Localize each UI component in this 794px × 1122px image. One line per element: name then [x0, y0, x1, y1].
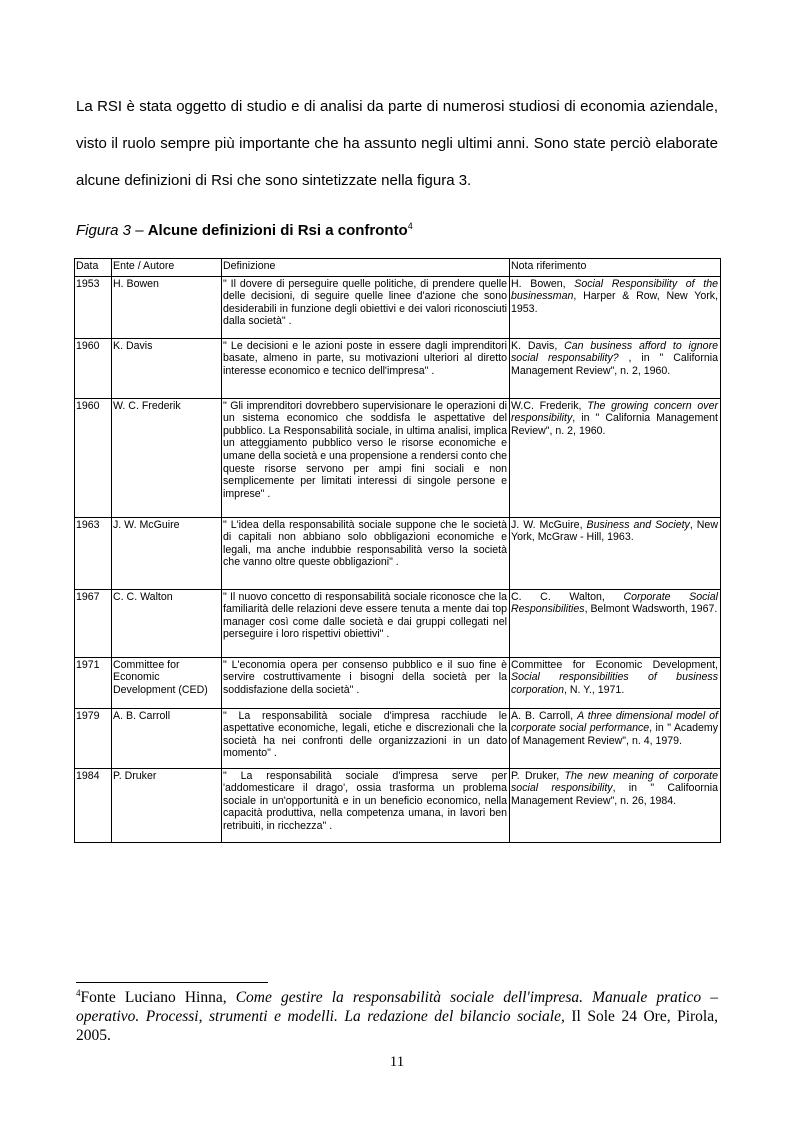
- footnote-book-title: Come gestire la responsabilità sociale dell'impresa. Manuale pratico – operativo. Processi, strumenti e modelli. La redazione del bilancio sociale,: [76, 989, 718, 1025]
- footnote-publisher: Il Sole 24 Ore, Pirola, 2005.: [76, 1008, 718, 1044]
- figure-label: Figura 3: [76, 222, 132, 239]
- row-author: P. Druker: [112, 768, 222, 842]
- footnote: [76, 988, 718, 1045]
- row-year: 1960: [75, 338, 112, 398]
- table-row: [75, 657, 721, 708]
- row-year: 1979: [75, 708, 112, 768]
- footnote-number: 4: [76, 987, 81, 998]
- footnote-source: Fonte Luciano Hinna,: [80, 989, 236, 1006]
- table-row: [75, 276, 721, 338]
- row-reference: P. Druker, The new meaning of corporate social responsibility, in " Califoornia Management Review", n. 26, 1984.: [510, 768, 721, 842]
- row-definition: " Gli imprenditori dovrebbero supervisionare le operazioni di un sistema economico che soddisfa le aspettative del pubblico. La Responsabilità sociale, in ultima analisi, implica un atteggiamento pubblico verso le risorse economiche e umane della società e una propensione a rendersi conto che queste risorse servono per ampi fini sociali e non semplicemente per limitati interessi di singole persone e imprese" .: [222, 398, 510, 517]
- page-number: 11: [389, 1054, 405, 1070]
- table-row: [75, 589, 721, 657]
- header-definizione: Definizione: [222, 259, 510, 277]
- row-definition: " Il dovere di perseguire quelle politiche, di prendere quelle delle decisioni, di seguire quelle linee d'azione che sono desiderabili in funzione degli obiettivi e dei valori riconosciuti dalla società" .: [222, 276, 510, 338]
- table-row: [75, 338, 721, 398]
- row-year: 1971: [75, 657, 112, 708]
- row-author: H. Bowen: [112, 276, 222, 338]
- row-author: Committee for Economic Development (CED): [112, 657, 222, 708]
- row-reference: H. Bowen, Social Responsibility of the businessman, Harper & Row, New York, 1953.: [510, 276, 721, 338]
- row-year: 1960: [75, 398, 112, 517]
- row-definition: " Le decisioni e le azioni poste in essere dagli imprenditori basate, almeno in parte, su motivazioni ulteriori al diretto interesse economico e tecnico dell'impresa" .: [222, 338, 510, 398]
- row-definition: " La responsabilità sociale d'impresa racchiude le aspettative economiche, legali, etiche e discrezionali che la società ha nei confronti delle organizzazioni in un dato momento" .: [222, 708, 510, 768]
- table-row: [75, 398, 721, 517]
- header-nota-riferimento: Nota riferimento: [510, 259, 721, 277]
- row-author: W. C. Frederik: [112, 398, 222, 517]
- row-reference: Committee for Economic Development, Social responsibilities of business corporation, N. Y., 1971.: [510, 657, 721, 708]
- row-definition: " La responsabilità sociale d'impresa serve per 'addomesticare il drago', ossia trasforma un problema sociale in un'opportunità e in un beneficio economico, nella capacità produttiva, nella competenza umana, in lavori ben retribuiti, in ricchezza" .: [222, 768, 510, 842]
- row-year: 1967: [75, 589, 112, 657]
- row-author: J. W. McGuire: [112, 517, 222, 589]
- table-header-row: [75, 259, 721, 277]
- figure-caption: [76, 222, 718, 239]
- figure-separator: –: [131, 222, 148, 239]
- row-year: 1984: [75, 768, 112, 842]
- row-reference: K. Davis, Can business afford to ignore social responsability? , in " California Management Review", n. 2, 1960.: [510, 338, 721, 398]
- row-definition: " L'economia opera per consenso pubblico e il suo fine è servire costruttivamente i bisogni della società per la soddisfazione della società" .: [222, 657, 510, 708]
- row-reference: J. W. McGuire, Business and Society, New York, McGraw - Hill, 1963.: [510, 517, 721, 589]
- header-data: Data: [75, 259, 112, 277]
- row-year: 1953: [75, 276, 112, 338]
- row-reference: A. B. Carroll, A three dimensional model of corporate social performance, in " Academy of Management Review", n. 4, 1979.: [510, 708, 721, 768]
- row-author: A. B. Carroll: [112, 708, 222, 768]
- row-author: C. C. Walton: [112, 589, 222, 657]
- footnote-separator: [76, 982, 268, 983]
- table-row: [75, 517, 721, 589]
- figure-heading: Alcune definizioni di Rsi a confronto: [147, 222, 408, 239]
- row-reference: C. C. Walton, Corporate Social Responsibilities, Belmont Wadsworth, 1967.: [510, 589, 721, 657]
- row-author: K. Davis: [112, 338, 222, 398]
- table-row: [75, 708, 721, 768]
- intro-paragraph: La RSI è stata oggetto di studio e di analisi da parte di numerosi studiosi di economia aziendale, visto il ruolo sempre più importante che ha assunto negli ultimi anni. Sono state perciò elaborate alcune definizioni di Rsi che sono sintetizzate nella figura 3.: [76, 98, 718, 189]
- row-definition: " Il nuovo concetto di responsabilità sociale riconosce che la familiarità delle relazioni deve essere tenuta a mente dai top manager così come dalle società e dai gruppi collegati nel perseguire i loro rispettivi obiettivi" .: [222, 589, 510, 657]
- header-ente-autore: Ente / Autore: [112, 259, 222, 277]
- row-reference: W.C. Frederik, The growing concern over responsibility, in " California Management Review", n. 2, 1960.: [510, 398, 721, 517]
- figure-footnote-ref: 4: [407, 221, 413, 231]
- row-definition: " L'idea della responsabilità sociale suppone che le società di capitali non abbiano solo obbligazioni economiche e legali, ma anche indubbie responsabilità verso la società che vanno oltre queste obbligazioni" .: [222, 517, 510, 589]
- table-row: [75, 768, 721, 842]
- row-year: 1963: [75, 517, 112, 589]
- definitions-table: [74, 258, 721, 843]
